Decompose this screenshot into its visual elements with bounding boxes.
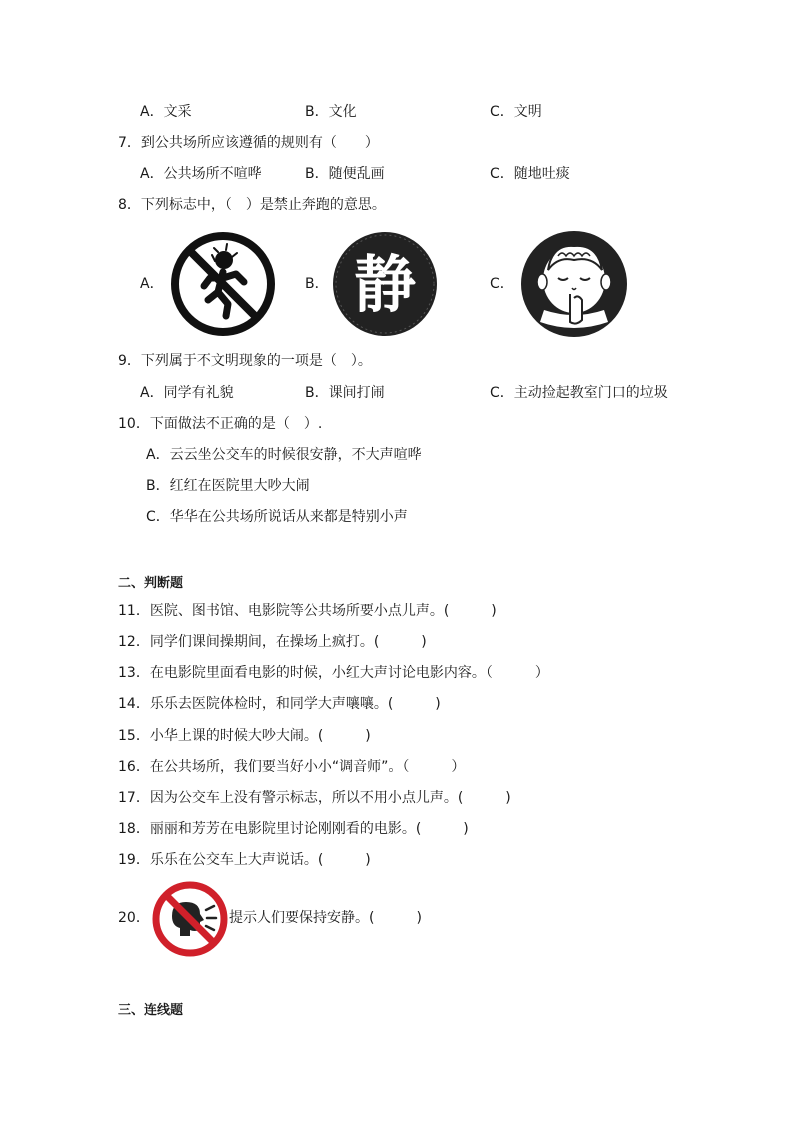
quiet-sign-character: 静 bbox=[353, 248, 417, 321]
q7-option-b: B．随便乱画 bbox=[305, 166, 385, 182]
q8-option-a-label: A． bbox=[140, 276, 164, 292]
judgment-item-13: 13．在电影院里面看电影的时候，小红大声讨论电影内容。（ ） bbox=[118, 665, 549, 681]
q8-option-b-label: B． bbox=[305, 276, 329, 292]
judgment-item-14: 14．乐乐去医院体检时，和同学大声嚷嚷。( ) bbox=[118, 696, 441, 712]
q10-option-a: A．云云坐公交车的时候很安静，不大声喧哗 bbox=[146, 447, 422, 463]
judgment-item-15: 15．小华上课的时候大吵大闹。( ) bbox=[118, 728, 371, 744]
q10-option-b: B．红红在医院里大吵大闹 bbox=[146, 478, 310, 494]
q10-option-c: C．华华在公共场所说话从来都是特别小声 bbox=[146, 509, 408, 525]
quiet-sign-icon bbox=[330, 230, 440, 338]
no-loud-talking-sign-icon bbox=[150, 880, 230, 958]
judgment-item-17: 17．因为公交车上没有警示标志，所以不用小点儿声。( ) bbox=[118, 790, 511, 806]
q9-option-a: A．同学有礼貌 bbox=[140, 385, 234, 401]
q9-option-c: C．主动捡起教室门口的垃圾 bbox=[490, 385, 668, 401]
judgment-item-19: 19．乐乐在公交车上大声说话。( ) bbox=[118, 852, 371, 868]
q9-option-b: B．课间打闹 bbox=[305, 385, 385, 401]
q7-option-a: A．公共场所不喧哗 bbox=[140, 166, 262, 182]
judgment-item-16: 16．在公共场所，我们要当好小小“调音师”。（ ） bbox=[118, 759, 466, 775]
q7-option-c: C．随地吐痰 bbox=[490, 166, 570, 182]
shush-child-sign-icon bbox=[518, 230, 630, 338]
q6-option-c: C．文明 bbox=[490, 104, 542, 120]
section-2-title: 二、判断题 bbox=[118, 576, 184, 591]
judgment-item-20-text: 提示人们要保持安静。( ) bbox=[229, 910, 422, 926]
q8-option-c-label: C． bbox=[490, 276, 514, 292]
judgment-item-11: 11．医院、图书馆、电影院等公共场所要小点儿声。( ) bbox=[118, 603, 497, 619]
judgment-item-18: 18．丽丽和芳芳在电影院里讨论刚刚看的电影。( ) bbox=[118, 821, 469, 837]
judgment-item-12: 12．同学们课间操期间，在操场上疯打。( ) bbox=[118, 634, 427, 650]
judgment-item-20-number: 20． bbox=[118, 910, 150, 926]
q6-option-a: A．文采 bbox=[140, 104, 192, 120]
q9-stem: 9．下列属于不文明现象的一项是（ ）。 bbox=[118, 353, 372, 369]
section-3-title: 三、连线题 bbox=[118, 1003, 184, 1018]
no-running-sign-icon bbox=[168, 230, 278, 338]
q10-stem: 10．下面做法不正确的是（ ）. bbox=[118, 416, 323, 432]
q8-stem: 8．下列标志中，（ ）是禁止奔跑的意思。 bbox=[118, 197, 386, 213]
q6-option-b: B．文化 bbox=[305, 104, 357, 120]
q7-stem: 7．到公共场所应该遵循的规则有（ ） bbox=[118, 135, 379, 151]
